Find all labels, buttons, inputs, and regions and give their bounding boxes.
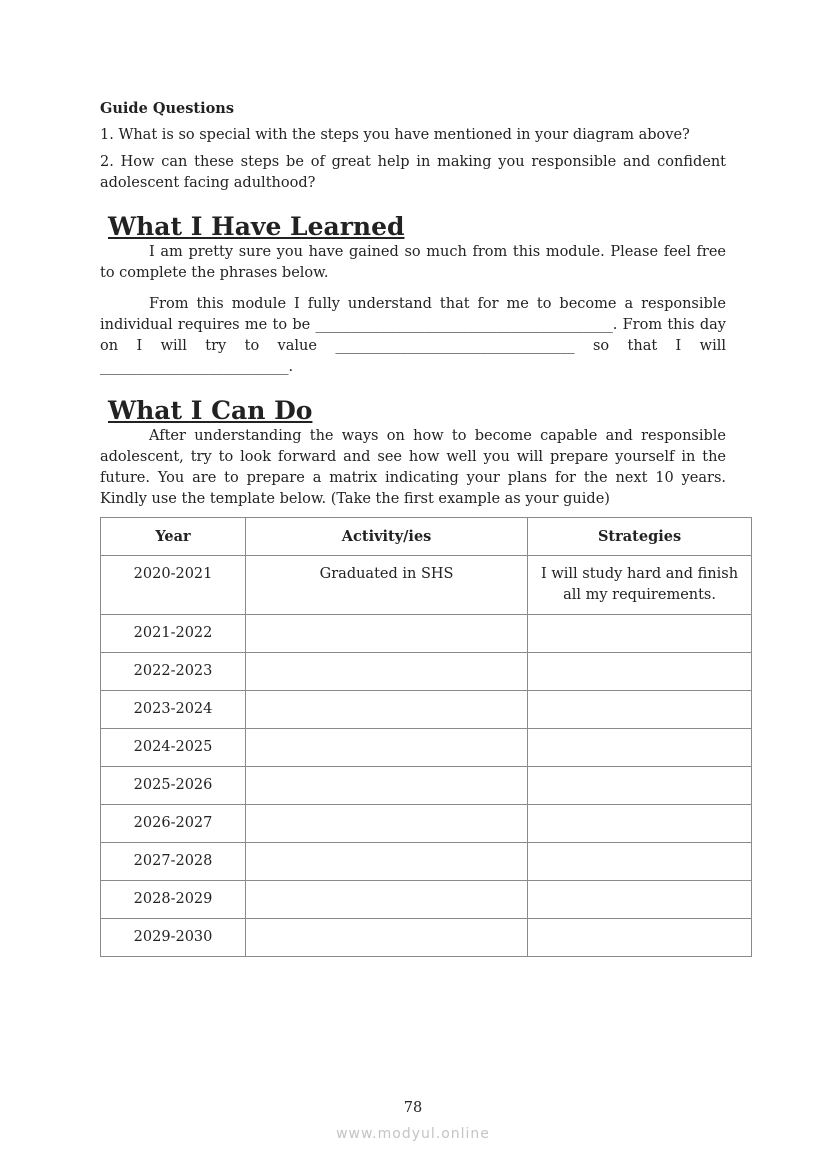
activity-cell[interactable] bbox=[246, 881, 528, 919]
phrase-d: . bbox=[288, 359, 294, 375]
activity-cell[interactable] bbox=[246, 691, 528, 729]
strategy-cell: I will study hard and finish all my requirements. bbox=[528, 556, 752, 615]
year-cell: 2028-2029 bbox=[101, 881, 246, 919]
blank-line-3: __________________________ bbox=[100, 359, 289, 375]
year-cell: 2024-2025 bbox=[101, 729, 246, 767]
activity-cell[interactable] bbox=[246, 615, 528, 653]
table-row bbox=[101, 919, 752, 957]
guide-question-2: 2. How can these steps be of great help in making you responsible and confident adolescent facing adulthood? bbox=[100, 154, 726, 191]
year-cell: 2021-2022 bbox=[101, 615, 246, 653]
phrase-c: so that I will bbox=[574, 338, 726, 354]
blank-line-1: _________________________________________ bbox=[315, 317, 613, 333]
strategy-cell[interactable] bbox=[528, 691, 752, 729]
table-row bbox=[101, 556, 752, 615]
strategy-cell[interactable] bbox=[528, 919, 752, 957]
year-cell: 2022-2023 bbox=[101, 653, 246, 691]
header-strategies: Strategies bbox=[528, 518, 752, 556]
plan-matrix-table bbox=[100, 517, 752, 957]
activity-cell[interactable] bbox=[246, 767, 528, 805]
header-year: Year bbox=[101, 518, 246, 556]
activity-cell[interactable] bbox=[246, 843, 528, 881]
strategy-cell[interactable] bbox=[528, 805, 752, 843]
strategy-cell[interactable] bbox=[528, 843, 752, 881]
page-number: 78 bbox=[403, 1100, 423, 1116]
year-cell: 2023-2024 bbox=[101, 691, 246, 729]
table-row bbox=[101, 729, 752, 767]
watermark: www.modyul.online bbox=[336, 1126, 490, 1142]
table-row bbox=[101, 767, 752, 805]
activity-cell[interactable] bbox=[246, 729, 528, 767]
what-i-have-learned-heading: What I Have Learned bbox=[108, 212, 405, 241]
year-cell: 2026-2027 bbox=[101, 805, 246, 843]
table-row bbox=[101, 843, 752, 881]
what-i-can-do-heading: What I Can Do bbox=[108, 396, 313, 425]
strategy-cell[interactable] bbox=[528, 881, 752, 919]
table-row bbox=[101, 881, 752, 919]
blank-line-2: _________________________________ bbox=[335, 338, 575, 354]
strategy-cell[interactable] bbox=[528, 653, 752, 691]
guide-question-1: 1. What is so special with the steps you have mentioned in your diagram above? bbox=[100, 127, 690, 143]
activity-cell[interactable] bbox=[246, 919, 528, 957]
table-row bbox=[101, 691, 752, 729]
year-cell: 2029-2030 bbox=[101, 919, 246, 957]
year-cell: 2027-2028 bbox=[101, 843, 246, 881]
strategy-cell[interactable] bbox=[528, 729, 752, 767]
activity-cell[interactable] bbox=[246, 805, 528, 843]
cando-intro: After understanding the ways on how to become capable and responsible adolescent, try to look forward and see how well you will prepare yourself in the future. You are to prepare a matrix indicating your plans for the next 10 years. Kindly use the template below. (Take the first example as your guide) bbox=[100, 428, 726, 507]
table-header-row bbox=[101, 518, 752, 556]
phrase-a: From this module I fully understand that for me to become a responsible individual requires me to be bbox=[100, 296, 726, 333]
table-row bbox=[101, 653, 752, 691]
activity-cell: Graduated in SHS bbox=[246, 556, 528, 615]
year-cell: 2020-2021 bbox=[101, 556, 246, 615]
table-row bbox=[101, 615, 752, 653]
header-activity: Activity/ies bbox=[246, 518, 528, 556]
learned-intro: I am pretty sure you have gained so much from this module. Please feel free to complete the phrases below. bbox=[100, 244, 726, 281]
document-body bbox=[100, 98, 726, 510]
strategy-cell[interactable] bbox=[528, 615, 752, 653]
guide-questions-title: Guide Questions bbox=[100, 100, 234, 117]
activity-cell[interactable] bbox=[246, 653, 528, 691]
strategy-cell[interactable] bbox=[528, 767, 752, 805]
year-cell: 2025-2026 bbox=[101, 767, 246, 805]
table-row bbox=[101, 805, 752, 843]
phrase-b: . From this day on I will try to value bbox=[100, 317, 726, 354]
learned-phrases bbox=[100, 294, 726, 378]
